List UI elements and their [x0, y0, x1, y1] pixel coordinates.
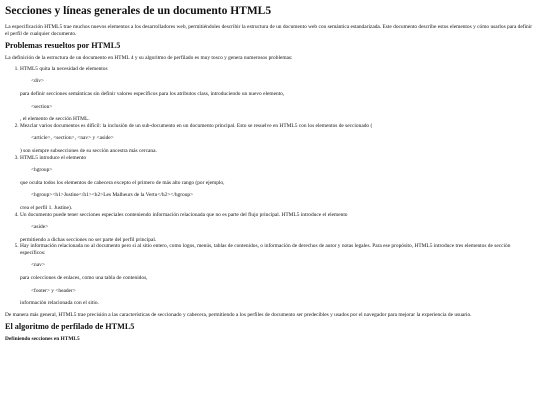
section-lead-paragraph: La definición de la estructura de un documento en HTML 4 y su algoritmo de perfilado es muy tosco y genera numerosos problemas:	[5, 55, 293, 62]
section-heading-algorithm: El algoritmo de perfilado de HTML5	[5, 322, 135, 332]
summary-paragraph: De manera más general, HTML5 trae precisión a las características de seccionado y cabecera, permitiendo a los perfiles de documento ser predecibles y usados por el navegador para mejorar la experiencia de usuario.	[5, 311, 472, 318]
list-item	[20, 212, 535, 244]
list-item-text: , el elemento de sección HTML.	[20, 116, 90, 123]
code-snippet: <article>, <section>, <nav> y <aside>	[31, 135, 114, 142]
code-snippet: <hgroup>	[31, 167, 53, 174]
list-item-text: 5. Hay información relacionada no al documento pero si al sitio entero, como logos, menús, tablas de contenidos, o información de derechos de autor y notas legales. Para ese propósito, HTML5 introduce tres elementos de sección específicos:	[20, 243, 511, 256]
problems-list	[5, 66, 535, 307]
intro-paragraph: La especificación HTML5 trae muchos nuevos elementos a los desarrolladores web, permitiéndoles describir la estructura de un documento web con semántica estandarizada. Este documento describe estos elementos y cómo usarlos para definir el perfil de cualquier documento.	[5, 24, 533, 37]
document-page	[5, 5, 535, 343]
list-item-text: para colecciones de enlaces, como una tabla de contenidos,	[20, 275, 148, 282]
code-snippet: <hgroup><h1>Justine</h1><h2>Les Malheurs de la Vertu</h2></hgroup>	[31, 192, 194, 199]
list-item-text: crea el perfil 1. Justine).	[20, 204, 73, 211]
list-item-text: 4. Un documento puede tener secciones especiales conteniendo información relacionada que no es parte del flujo principal. HTML5 introduce el elemento	[20, 211, 348, 218]
list-item	[20, 243, 535, 307]
list-item	[20, 155, 535, 212]
list-item-text: ) son siempre subsecciones de su sección ancestra más cercana.	[20, 147, 157, 154]
list-item-text: 3. HTML5 introduce el elemento	[20, 154, 87, 161]
code-snippet: <footer> y <header>	[31, 287, 76, 294]
section-heading-problems: Problemas resueltos por HTML5	[5, 41, 121, 51]
list-item-text: 2. Mezclar varios documentos es difícil: la inclusión de un sub-documento en un documento principal. Esto se resuelve en HTML5 con los elementos de seccionado (	[20, 122, 373, 129]
list-item-text: que oculta todos los elementos de cabecera excepto el primero de más alto rango (por ejemplo,	[20, 179, 225, 186]
list-item	[20, 66, 535, 123]
code-snippet: <section>	[31, 103, 53, 110]
code-snippet: <div>	[31, 78, 44, 85]
list-item-text: permitiendo a dichas secciones no ser parte del perfil principal.	[20, 236, 157, 243]
subsection-heading: Definiendo secciones en HTML5	[5, 336, 80, 343]
list-item-text: información relacionada con el sitio.	[20, 300, 99, 307]
list-item	[20, 123, 535, 155]
list-item-text: para definir secciones semánticas sin definir valores específicos para los atributos class, introduciendo un nuevo elemento,	[20, 90, 285, 97]
code-snippet: <nav>	[31, 262, 45, 269]
list-item-text: 1. HTML5 quita la necesidad de elementos	[20, 65, 108, 72]
code-snippet: <aside>	[31, 224, 49, 231]
page-title: Secciones y líneas generales de un documento HTML5	[5, 5, 272, 17]
